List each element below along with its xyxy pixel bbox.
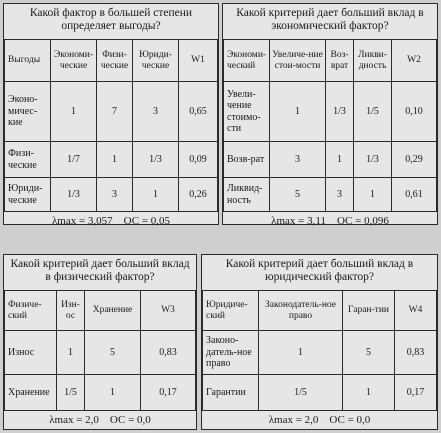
consistency-ratio: ОС = 0,0 [109,414,151,426]
table-cell: 0,17 [395,375,437,411]
table-cell: 1/3 [133,142,179,178]
table-cell: 1 [85,375,141,411]
table-cell: 1/3 [354,142,392,178]
table-cell: 1/5 [354,82,392,142]
consistency-footer [4,411,196,426]
table-header: W2 [392,40,437,82]
table-header: Гаран-тии [343,291,395,331]
table-cell: 1 [259,331,343,375]
table-cell: 1 [57,331,85,375]
row-label: Возв-рат [224,142,270,178]
table-cell: 1/7 [51,142,97,178]
table-cell: 5 [85,331,141,375]
consistency-ratio: ОС = 0,096 [336,215,389,227]
table-cell: 0,29 [392,142,437,178]
table-cell: 1 [270,82,326,142]
table-header: Увеличе-ние стои-мости [270,40,326,82]
table-cell: 1/5 [259,375,343,411]
table-cell: 3 [133,82,179,142]
table-header: Хранение [85,291,141,331]
table-cell: 1 [133,178,179,212]
table-cell: 0,65 [179,82,218,142]
table-cell: 5 [270,178,326,212]
table-header: Законодатель-ное право [259,291,343,331]
consistency-ratio: ОС = 0,0 [329,414,371,426]
table-cell: 0,09 [179,142,218,178]
table-cell: 0,83 [395,331,437,375]
panel-title: Какой критерий дает больший вклад в физический фактор? [10,258,190,283]
table-cell: 3 [270,142,326,178]
panel-legal [201,254,438,430]
table-header: Экономи-ческий [224,40,270,82]
table-cell: 1/3 [51,178,97,212]
table-header: W1 [179,40,218,82]
comparison-table [202,290,437,411]
table-header: Ликви-дность [354,40,392,82]
row-label: Гарантии [203,375,259,411]
table-cell: 0,83 [141,331,196,375]
table-cell: 1 [97,142,133,178]
table-header: Физиче-ский [5,291,57,331]
table-header: Юридиче-ский [203,291,259,331]
table-header: W4 [395,291,437,331]
row-label: Физи-ческие [5,142,51,178]
lambda-max: λmax = 2,0 [268,414,319,426]
comparison-table [4,39,218,212]
table-cell: 1 [51,82,97,142]
table-cell: 3 [97,178,133,212]
table-header: Изн-ос [57,291,85,331]
table-cell: 0,10 [392,82,437,142]
row-label: Увели-чение стоимо-сти [224,82,270,142]
table-cell: 3 [326,178,354,212]
consistency-footer [223,212,437,227]
row-label: Износ [5,331,57,375]
lambda-max: λmax = 2,0 [49,414,99,426]
table-cell: 1 [343,375,395,411]
table-cell: 1/5 [57,375,85,411]
row-label: Ликвид-ность [224,178,270,212]
table-header: W3 [141,291,196,331]
consistency-footer [202,411,437,426]
panel-title: Какой критерий дает больший вклад в юридический фактор? [225,258,414,283]
panel-benefits [3,3,219,225]
table-cell: 1 [354,178,392,212]
lambda-max: λmax = 3,057 [51,215,113,227]
table-cell: 1 [326,142,354,178]
table-cell: 1/3 [326,82,354,142]
table-header: Юриди-ческие [133,40,179,82]
row-label: Юриди-ческие [5,178,51,212]
consistency-footer [4,212,218,227]
row-label: Эконо-мичес-кие [5,82,51,142]
table-header: Выгоды [5,40,51,82]
comparison-table [223,39,437,212]
panel-title: Какой фактор в большей степени определяет выгоды? [29,7,193,32]
table-header: Экономи-ческие [51,40,97,82]
consistency-ratio: ОС = 0,05 [123,215,171,227]
table-cell: 7 [97,82,133,142]
table-cell: 0,17 [141,375,196,411]
comparison-table [4,290,196,411]
panel-title: Какой критерий дает больший вклад в экономический фактор? [236,7,424,32]
table-header: Воз-врат [326,40,354,82]
panel-physical [3,254,197,430]
row-label: Законо-датель-ное право [203,331,259,375]
table-header: Физи-ческие [97,40,133,82]
lambda-max: λmax = 3,11 [271,215,326,227]
table-cell: 5 [343,331,395,375]
table-cell: 0,26 [179,178,218,212]
row-label: Хранение [5,375,57,411]
panel-economic [222,3,438,225]
table-cell: 0,61 [392,178,437,212]
